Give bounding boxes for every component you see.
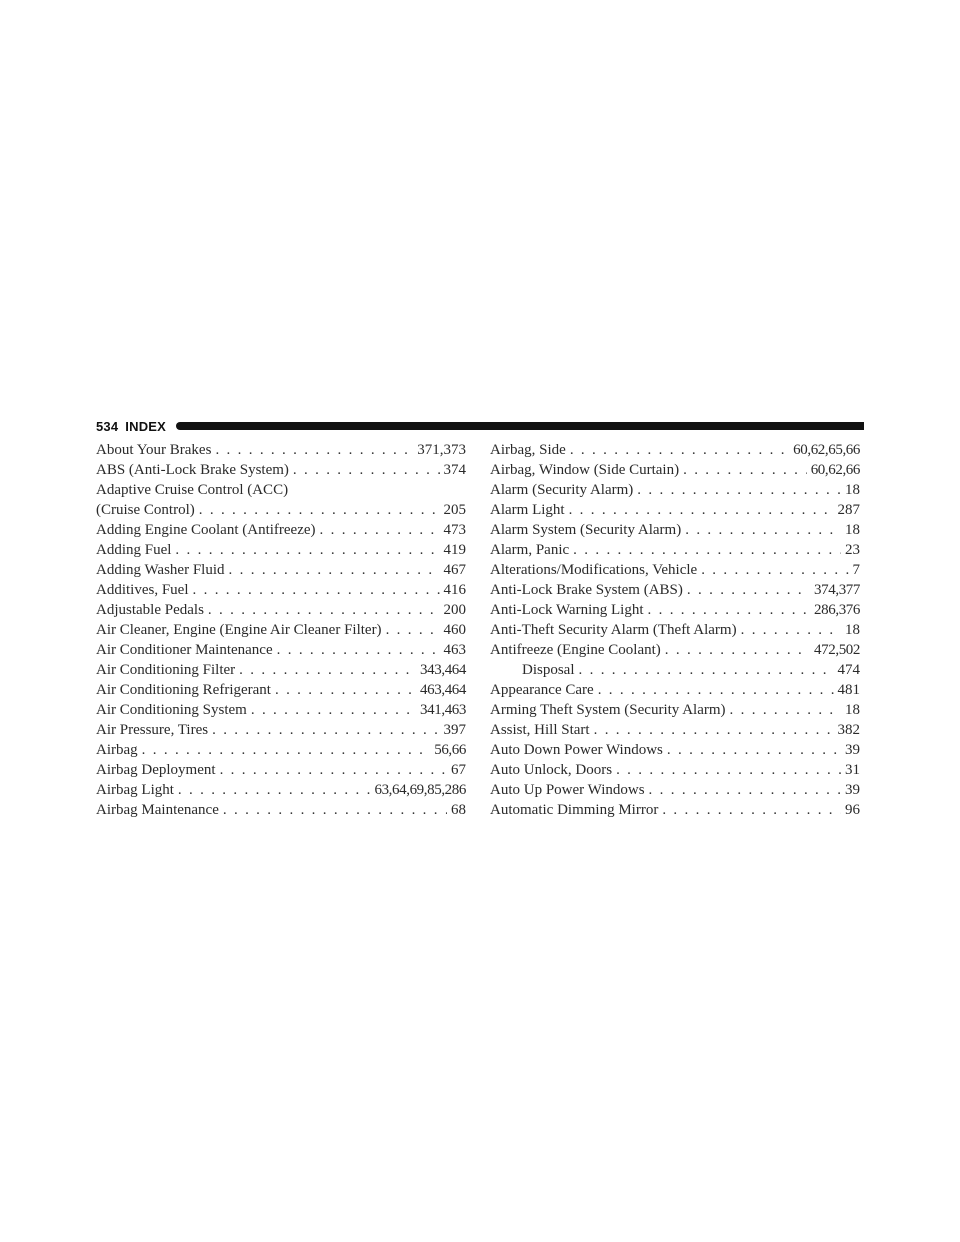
dot-leader [277, 640, 440, 660]
index-term: Air Cleaner, Engine (Engine Air Cleaner Filter) [96, 622, 382, 638]
index-term: Air Conditioning System [96, 702, 247, 718]
dot-leader [649, 780, 841, 800]
index-pages: 18 [845, 482, 860, 498]
index-entry [490, 600, 860, 620]
dot-leader [667, 740, 841, 760]
index-term: Air Conditioning Refrigerant [96, 682, 271, 698]
index-entry [96, 700, 466, 720]
section-title: INDEX [125, 418, 167, 434]
dot-leader [193, 580, 440, 600]
index-entry [96, 660, 466, 680]
index-entry [96, 540, 466, 560]
index-entry [490, 720, 860, 740]
index-term: Alterations/Modifications, Vehicle [490, 562, 698, 578]
index-column-right [490, 440, 860, 820]
index-pages: 382 [837, 722, 860, 738]
index-term: Additives, Fuel [96, 582, 189, 598]
index-entry [96, 640, 466, 660]
dot-leader [239, 660, 416, 680]
index-term: Arming Theft System (Security Alarm) [490, 702, 726, 718]
dot-leader [275, 680, 416, 700]
index-pages: 60,62,66 [810, 462, 860, 478]
index-pages: 18 [845, 702, 860, 718]
index-term: Auto Down Power Windows [490, 742, 663, 758]
index-term: Air Conditioner Maintenance [96, 642, 273, 658]
dot-leader [665, 640, 810, 660]
dot-leader [178, 780, 371, 800]
dot-leader [293, 460, 440, 480]
index-pages: 56,66 [434, 742, 466, 758]
index-term: Adding Engine Coolant (Antifreeze) [96, 522, 316, 538]
index-pages: 460 [443, 622, 466, 638]
index-pages: 474 [837, 662, 860, 678]
index-entry [490, 740, 860, 760]
index-pages: 96 [845, 802, 860, 818]
index-entry [490, 780, 860, 800]
index-pages: 7 [852, 562, 860, 578]
index-term: Adding Washer Fluid [96, 562, 225, 578]
index-term: Anti-Lock Brake System (ABS) [490, 582, 683, 598]
index-term: Airbag, Side [490, 442, 566, 458]
index-term: Adding Fuel [96, 542, 172, 558]
index-entry [490, 560, 860, 580]
index-term: Adjustable Pedals [96, 602, 204, 618]
index-pages: 463 [443, 642, 466, 658]
header-rule [176, 422, 864, 430]
index-pages: 416 [443, 582, 466, 598]
index-pages: 343,464 [420, 662, 466, 678]
dot-leader [730, 700, 841, 720]
index-term: Alarm (Security Alarm) [490, 482, 634, 498]
dot-leader [598, 680, 834, 700]
index-pages: 39 [845, 782, 860, 798]
dot-leader [569, 500, 834, 520]
index-pages: 39 [845, 742, 860, 758]
dot-leader [251, 700, 416, 720]
index-column-left [96, 440, 466, 820]
index-term: Disposal [522, 662, 575, 678]
dot-leader [215, 440, 413, 460]
index-term: Automatic Dimming Mirror [490, 802, 659, 818]
index-pages: 374,377 [814, 582, 860, 598]
index-entry [490, 460, 860, 480]
dot-leader [637, 480, 841, 500]
index-pages: 67 [451, 762, 466, 778]
page-number: 534 [96, 418, 119, 434]
dot-leader [616, 760, 841, 780]
index-term: Airbag Light [96, 782, 174, 798]
dot-leader [741, 620, 841, 640]
index-pages: 200 [443, 602, 466, 618]
page-header [96, 416, 864, 436]
index-entry [96, 580, 466, 600]
dot-leader [320, 520, 440, 540]
dot-leader [142, 740, 431, 760]
index-entry [490, 480, 860, 500]
dot-leader [208, 600, 440, 620]
index-term: Air Conditioning Filter [96, 662, 236, 678]
index-entry [96, 460, 466, 480]
index-pages: 463,464 [420, 682, 466, 698]
index-entry [490, 680, 860, 700]
index-pages: 60,62,65,66 [793, 442, 860, 458]
index-term: Appearance Care [490, 682, 594, 698]
dot-leader [229, 560, 440, 580]
index-term: Airbag, Window (Side Curtain) [490, 462, 680, 478]
index-term: Air Pressure, Tires [96, 722, 209, 738]
index-entry [490, 640, 860, 660]
dot-leader [573, 540, 841, 560]
index-pages: 473 [443, 522, 466, 538]
index-term: Airbag Maintenance [96, 802, 219, 818]
index-term: Alarm System (Security Alarm) [490, 522, 682, 538]
index-pages: 18 [845, 522, 860, 538]
index-pages: 374 [443, 462, 466, 478]
index-pages: 286,376 [814, 602, 860, 618]
index-pages: 18 [845, 622, 860, 638]
index-term: Assist, Hill Start [490, 722, 590, 738]
index-pages: 205 [443, 502, 466, 518]
index-pages: 371,373 [417, 442, 466, 458]
index-term: Anti-Lock Warning Light [490, 602, 644, 618]
index-entry [96, 760, 466, 780]
index-pages: 31 [845, 762, 860, 778]
dot-leader [662, 800, 841, 820]
index-entry [96, 600, 466, 620]
index-entry [96, 800, 466, 820]
dot-leader [199, 500, 440, 520]
dot-leader [212, 720, 439, 740]
index-term: ABS (Anti-Lock Brake System) [96, 462, 289, 478]
index-entry [490, 520, 860, 540]
index-term: Antifreeze (Engine Coolant) [490, 642, 661, 658]
index-term: Alarm Light [490, 502, 565, 518]
dot-leader [594, 720, 834, 740]
index-pages: 68 [451, 802, 466, 818]
index-entry [490, 620, 860, 640]
index-entry [490, 540, 860, 560]
index-entry [490, 440, 860, 460]
dot-leader [386, 620, 440, 640]
index-entry [96, 680, 466, 700]
index-term: Auto Up Power Windows [490, 782, 645, 798]
index-pages: 419 [443, 542, 466, 558]
index-entry [96, 740, 466, 760]
index-term: About Your Brakes [96, 442, 212, 458]
dot-leader [220, 760, 447, 780]
index-entry [490, 700, 860, 720]
index-entry [96, 520, 466, 540]
index-entry [96, 620, 466, 640]
index-term: Adaptive Cruise Control (ACC) [96, 482, 289, 498]
dot-leader [687, 580, 810, 600]
index-entry [96, 440, 466, 460]
index-entry [490, 760, 860, 780]
dot-leader [685, 520, 841, 540]
index-pages: 287 [837, 502, 860, 518]
index-term: (Cruise Control) [96, 502, 195, 518]
dot-leader [570, 440, 789, 460]
dot-leader [648, 600, 811, 620]
index-entry [96, 780, 466, 800]
index-entry [490, 800, 860, 820]
dot-leader [175, 540, 439, 560]
index-entry [96, 560, 466, 580]
index-pages: 481 [837, 682, 860, 698]
index-pages: 472,502 [814, 642, 860, 658]
dot-leader [683, 460, 807, 480]
index-term: Auto Unlock, Doors [490, 762, 613, 778]
index-entry [490, 500, 860, 520]
index-entry [490, 580, 860, 600]
index-pages: 397 [443, 722, 466, 738]
index-entry [96, 720, 466, 740]
index-term: Airbag Deployment [96, 762, 216, 778]
index-pages: 467 [443, 562, 466, 578]
index-term: Anti-Theft Security Alarm (Theft Alarm) [490, 622, 737, 638]
index-subentry [490, 660, 860, 680]
dot-leader [223, 800, 447, 820]
index-term: Airbag [96, 742, 138, 758]
dot-leader [701, 560, 848, 580]
index-pages: 341,463 [420, 702, 466, 718]
dot-leader [579, 660, 834, 680]
index-pages: 23 [845, 542, 860, 558]
index-entry [96, 480, 466, 500]
index-pages: 63,64,69,85,286 [374, 782, 466, 798]
index-entry [96, 500, 466, 520]
index-term: Alarm, Panic [490, 542, 570, 558]
